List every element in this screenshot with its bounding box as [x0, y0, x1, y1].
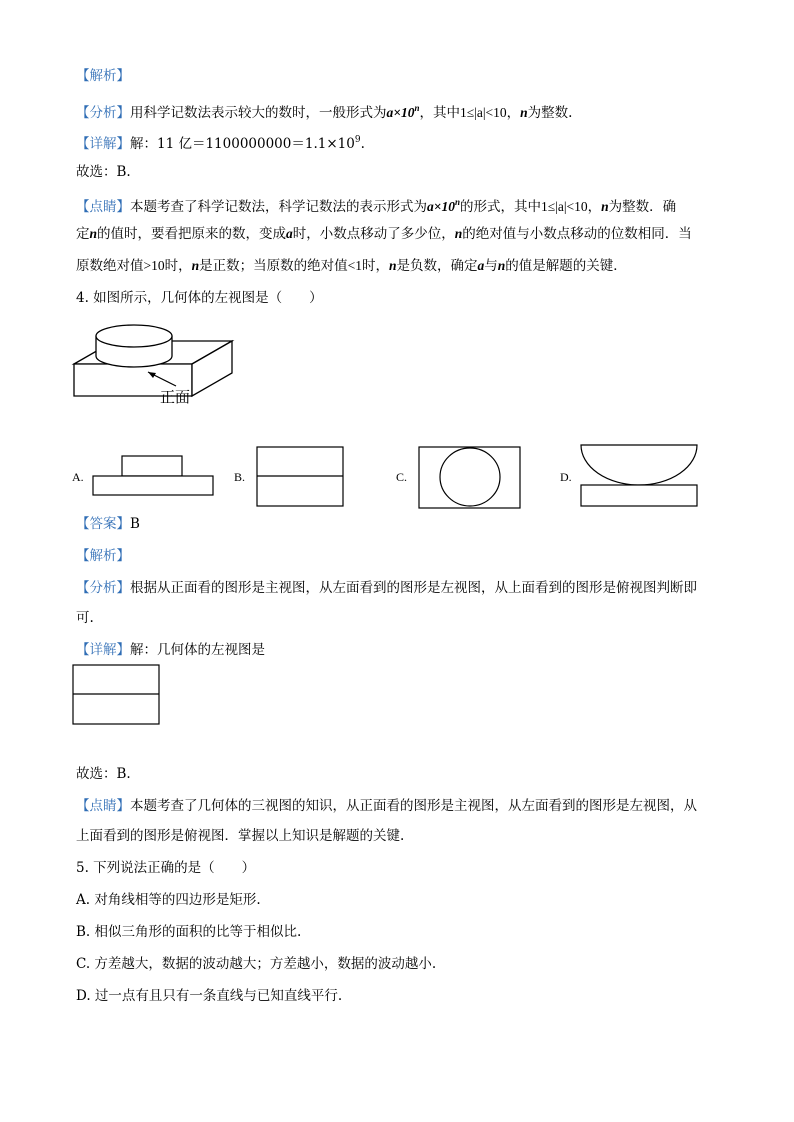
q4-option-c-label: C.: [396, 470, 408, 484]
detail-label: 【详解】: [76, 642, 130, 658]
q3-comment-line1: 【点睛】本题考查了科学记数法，科学记数法的表示形式为$a\times 10^n$的形式，其中1≤|a|<10，n为整数．确: [76, 197, 677, 215]
answer-label: 【答案】: [76, 516, 130, 532]
q4-option-a-label: A.: [72, 470, 84, 484]
q4-analysis-cont: 可.: [76, 610, 94, 626]
q4-solid-figure: [66, 316, 246, 416]
q4-analysis: 【分析】根据从正面看的图形是主视图，从左面看到的图形是左视图，从上面看到的图形是俯视图判断即: [76, 580, 697, 596]
front-label: 正面: [160, 388, 191, 406]
q5-option-b: B. 相似三角形的面积的比等于相似比.: [76, 924, 302, 940]
q4-comment-line2: 上面看到的图形是俯视图．掌握以上知识是解题的关键.: [76, 828, 405, 844]
q4-left-view-figure: [72, 664, 162, 726]
q4-option-c-figure: [418, 446, 522, 510]
q3-analysis: 【分析】用科学记数法表示较大的数时，一般形式为$a\times 10^n$，其中1≤|a|<10，n为整数.: [76, 103, 573, 121]
q4-option-b-label: B.: [234, 470, 246, 484]
q5-option-c: C. 方差越大，数据的波动越大；方差越小，数据的波动越小.: [76, 956, 437, 972]
q4-option-a-figure: [92, 455, 214, 497]
q4-option-b-figure: [256, 446, 346, 508]
analysis-heading: 【解析】: [76, 68, 130, 84]
analysis-label: 【分析】: [76, 580, 130, 596]
q3-comment-line2: 定n的值时，要看把原来的数，变成a时，小数点移动了多少位，n的绝对值与小数点移动的位数相同．当: [76, 226, 692, 242]
q4-analysis-heading: 【解析】: [76, 548, 130, 564]
q3-choice: 故选：B.: [76, 164, 131, 180]
q4-option-d-label: D.: [560, 470, 572, 484]
detail-label: 【详解】: [76, 136, 130, 152]
q5-question: 5. 下列说法正确的是（ ）: [76, 860, 256, 876]
q5-option-d: D. 过一点有且只有一条直线与已知直线平行.: [76, 988, 343, 1004]
q4-detail: 【详解】解：几何体的左视图是: [76, 642, 265, 658]
q4-answer: 【答案】B: [76, 516, 140, 532]
q4-comment-line1: 【点睛】本题考查了几何体的三视图的知识，从正面看的图形是主视图，从左面看到的图形是左视图，从: [76, 798, 697, 814]
comment-label: 【点睛】: [76, 199, 130, 215]
q4-option-d-figure: [580, 444, 702, 510]
q3-comment-line3: 原数绝对值>10时，n是正数；当原数的绝对值<1时，n是负数，确定a与n的值是解题的关键．: [76, 258, 627, 274]
q3-detail: 【详解】解：11 亿$=1100000000=1.1\times 10^9$.: [76, 135, 365, 152]
q5-option-a: A. 对角线相等的四边形是矩形.: [76, 892, 261, 908]
q4-choice: 故选：B.: [76, 766, 131, 782]
comment-label: 【点睛】: [76, 798, 130, 814]
q4-question: 4. 如图所示，几何体的左视图是（ ）: [76, 290, 323, 306]
analysis-label: 【分析】: [76, 105, 130, 121]
